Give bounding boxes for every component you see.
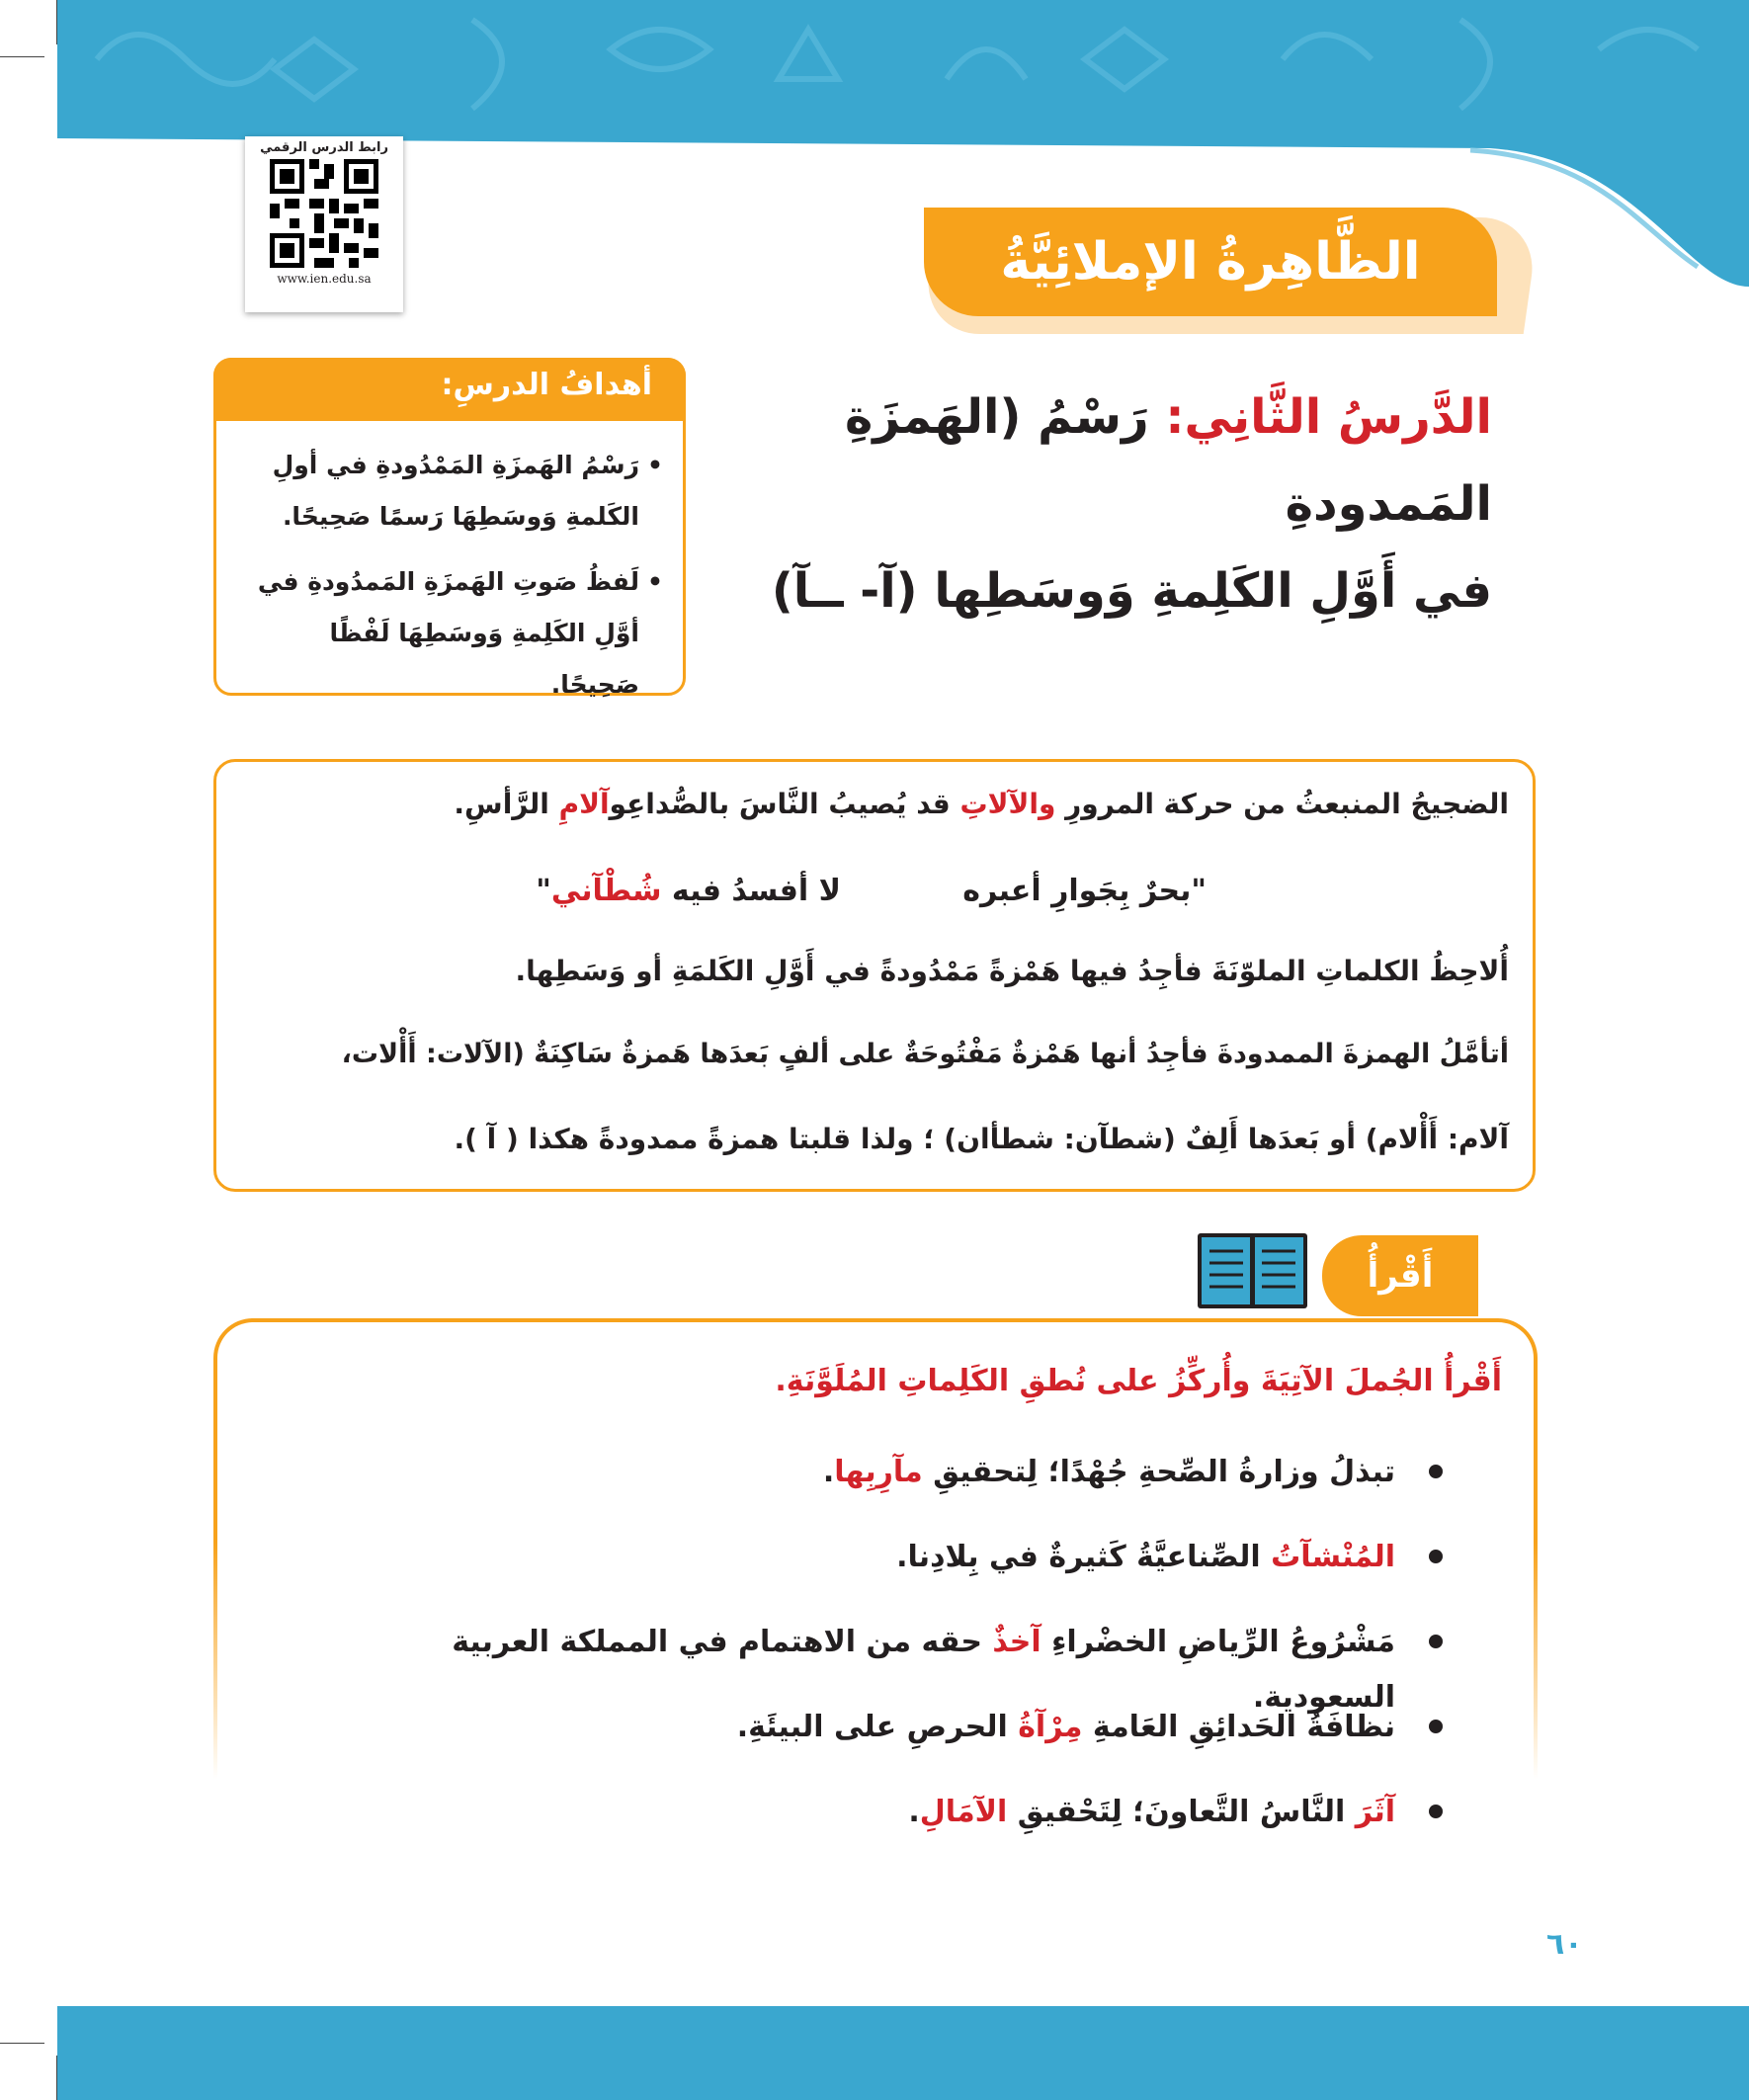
read-sentence: [356, 1615, 1443, 1715]
lesson-title-line1: [702, 374, 1492, 547]
intro-text: الرَّأسِ.: [454, 788, 549, 820]
poem-line-right: [962, 874, 1207, 908]
book-icon: [1196, 1231, 1309, 1310]
sentence-text: الصِّناعيَّةُ كَثيرةٌ في بِلادِنا.: [896, 1540, 1272, 1574]
read-sentences: [356, 1445, 1443, 1870]
qr-label: رابط الدرس الرقمي: [260, 140, 388, 155]
read-tab-label: أَقْرأُ: [1367, 1256, 1434, 1296]
objective-item: • لَفظُ صَوتِ الهَمزَةِ المَمدُودةِ في أوَّلِ الكَلِمةِ وَوسَطِهَا لَفْظًا صَحِيحًا.: [238, 556, 663, 711]
sentence-text: النَّاسُ التَّعاونَ؛ لِتَحْقيقِ: [1007, 1795, 1356, 1829]
lesson-title: [702, 374, 1492, 634]
sentence-text: مَشْرُوعُ الرِّياضِ الخضْراءِ: [1051, 1625, 1395, 1659]
reflect-text-line2: آلام: أَأْلام) أو بَعدَها أَلِفٌ (شطآن: شطأان) ؛ ولذا قلبتا همزةً ممدودةً هكذا ( آ ).: [454, 1123, 1509, 1155]
read-box-fade: [1522, 1542, 1541, 1937]
highlight-word: آثَرَ: [1355, 1795, 1395, 1829]
intro-text: الضجيجُ المنبعثُ من حركة المرورِ: [1065, 788, 1509, 820]
highlight-word: مآرِبِها: [834, 1455, 923, 1489]
sentence-text: .: [822, 1455, 835, 1489]
read-sentence: [356, 1700, 1443, 1785]
reflect-text-line1: أتأمَّلُ الهمزةَ الممدودةَ فأجِدُ أنها هَمْزةٌ مَفْتُوحَةٌ على ألفٍ بَعدَها هَمزةٌ سَاكِنَةٌ (الآلات: أَأْلات،: [341, 1039, 1509, 1069]
objectives-list: [238, 440, 663, 724]
sentence-text: الحرصِ على البيئَةِ.: [736, 1710, 1019, 1744]
highlight-word: الآمَالِ: [919, 1795, 1008, 1829]
crop-mark: [0, 56, 44, 57]
qr-url[interactable]: www.ien.edu.sa: [277, 272, 372, 286]
crop-mark: [0, 2043, 44, 2044]
header-band: [57, 0, 1749, 138]
lesson-title-text1: رَسْمُ (الهَمزَةِ المَمدودةِ: [844, 389, 1492, 532]
highlight-word: آلامِ: [558, 788, 610, 820]
highlight-word: المُنْشآتُ: [1271, 1540, 1395, 1574]
header-pattern: [57, 0, 1749, 138]
sentence-text: تبذلُ وزارةُ الصِّحةِ جُهْدًا؛ لِتحقيقِ: [933, 1455, 1395, 1489]
read-instruction: أَقْرأُ الجُملَ الآتِيَةَ وأُركِّزُ على نُطقِ الكَلِماتِ المُلَوَّنَةِ.: [775, 1364, 1502, 1398]
objectives-header: [213, 358, 686, 421]
intro-text: قد يُصيبُ النَّاسَ بالصُّداعِ: [626, 788, 951, 820]
highlight-word: شُطْآني: [550, 874, 662, 908]
lesson-label: الدَّرسُ الثَّانِي:: [1165, 389, 1492, 445]
highlight-word: والآلاتِ: [959, 788, 1056, 820]
qr-code-icon[interactable]: [270, 159, 378, 268]
sentence-text: .: [908, 1795, 920, 1829]
intro-text: و: [609, 788, 627, 820]
lesson-title-line2: في أَوَّلِ الكَلِمةِ وَوسَطِها (آ- ــآ): [771, 563, 1492, 619]
footer-band: [57, 2006, 1749, 2100]
observe-text: أُلاحِظُ الكلماتِ الملوّنَةَ فأجِدُ فيها هَمْزةً مَمْدُودةً في أَوَّلِ الكَلمَةِ أو وَسَطِها.: [515, 955, 1509, 987]
poem-quote: ": [536, 874, 551, 908]
highlight-word: مِرْآةُ: [1018, 1710, 1083, 1744]
sentence-text: نظافَةُ الحَدائِقِ العَامةِ: [1092, 1710, 1395, 1744]
poem-hemistich: لا أفسدُ فيه: [671, 874, 841, 908]
page-number: ٦٠: [1546, 1927, 1583, 1962]
poem-hemistich: "بحرٌ بِجَوارِ أعبره: [962, 874, 1207, 908]
poem-line-left: [536, 874, 841, 908]
read-box-fade: [208, 1542, 227, 1937]
section-title: الظَّاهِرةُ الإملائِيَّةُ: [1000, 232, 1421, 292]
read-sentence: [356, 1530, 1443, 1615]
intro-sentence: [234, 788, 1509, 820]
qr-card[interactable]: [245, 136, 403, 312]
objective-item: • رَسْمُ الهَمزَةِ المَمْدُودةِ في أولِ الكَلمةِ وَوسَطِهَا رَسمًا صَحِيحًا.: [238, 440, 663, 543]
objectives-header-text: أهدافُ الدرسِ:: [441, 368, 652, 402]
read-sentence: [356, 1445, 1443, 1530]
read-sentence: [356, 1785, 1443, 1870]
sentence-text: حقه من الاهتمام في المملكة العربية السعودية.: [452, 1625, 1395, 1715]
intro-box: [213, 759, 1536, 1192]
highlight-word: آخذٌ: [992, 1625, 1041, 1659]
